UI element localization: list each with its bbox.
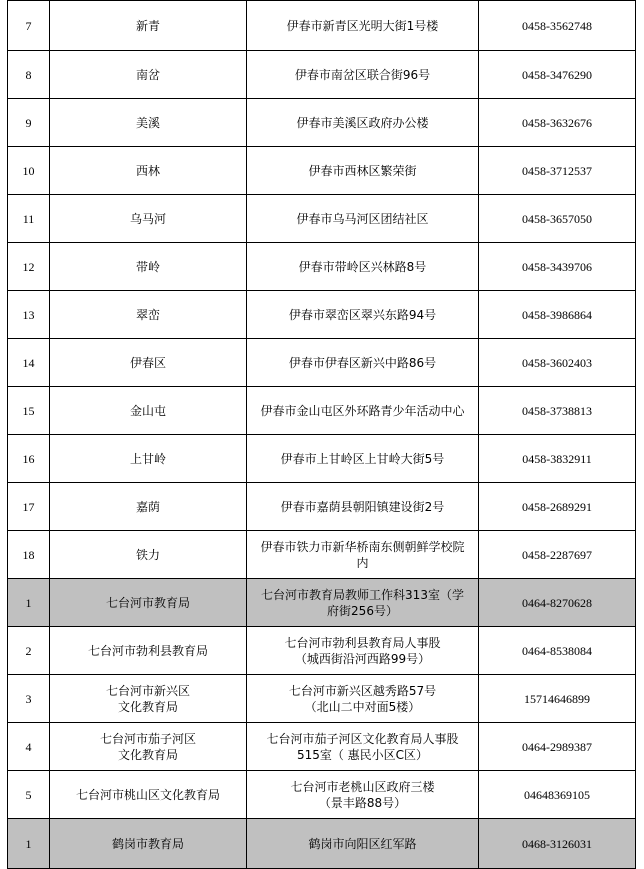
address-cell: 伊春市新青区光明大街1号楼 <box>247 1 479 51</box>
phone-cell: 0458-3439706 <box>479 243 636 291</box>
address-cell: 七台河市新兴区越秀路57号 （北山二中对面5楼） <box>247 675 479 723</box>
row-number-cell: 15 <box>8 387 50 435</box>
address-cell: 伊春市翠峦区翠兴东路94号 <box>247 291 479 339</box>
table-body <box>8 1 636 869</box>
row-number-cell: 5 <box>8 771 50 819</box>
unit-name-cell: 翠峦 <box>50 291 247 339</box>
unit-name-cell: 七台河市教育局 <box>50 579 247 627</box>
unit-name-cell: 金山屯 <box>50 387 247 435</box>
row-number-cell: 18 <box>8 531 50 579</box>
table-row <box>8 243 636 291</box>
unit-name-cell: 乌马河 <box>50 195 247 243</box>
address-cell: 伊春市带岭区兴林路8号 <box>247 243 479 291</box>
phone-cell: 0458-3476290 <box>479 51 636 99</box>
unit-name-cell: 新青 <box>50 1 247 51</box>
phone-cell: 0458-3602403 <box>479 339 636 387</box>
table-row <box>8 723 636 771</box>
row-number-cell: 1 <box>8 819 50 869</box>
unit-name-cell: 鹤岗市教育局 <box>50 819 247 869</box>
phone-cell: 0458-2287697 <box>479 531 636 579</box>
unit-name-cell: 西林 <box>50 147 247 195</box>
address-cell: 伊春市西林区繁荣街 <box>247 147 479 195</box>
contact-table <box>7 0 636 869</box>
table-row <box>8 435 636 483</box>
unit-name-cell: 上甘岭 <box>50 435 247 483</box>
row-number-cell: 11 <box>8 195 50 243</box>
table-row <box>8 291 636 339</box>
unit-name-cell: 美溪 <box>50 99 247 147</box>
phone-cell: 15714646899 <box>479 675 636 723</box>
address-cell: 伊春市美溪区政府办公楼 <box>247 99 479 147</box>
table-row <box>8 627 636 675</box>
phone-cell: 04648369105 <box>479 771 636 819</box>
table-row <box>8 1 636 51</box>
row-number-cell: 9 <box>8 99 50 147</box>
row-number-cell: 10 <box>8 147 50 195</box>
unit-name-cell: 嘉荫 <box>50 483 247 531</box>
table-row <box>8 531 636 579</box>
row-number-cell: 13 <box>8 291 50 339</box>
table-row <box>8 339 636 387</box>
address-cell: 七台河市教育局教师工作科313室（学 府街256号） <box>247 579 479 627</box>
address-cell: 伊春市南岔区联合街96号 <box>247 51 479 99</box>
row-number-cell: 4 <box>8 723 50 771</box>
unit-name-cell: 七台河市桃山区文化教育局 <box>50 771 247 819</box>
table-row <box>8 771 636 819</box>
phone-cell: 0458-3832911 <box>479 435 636 483</box>
unit-name-cell: 带岭 <box>50 243 247 291</box>
row-number-cell: 1 <box>8 579 50 627</box>
phone-cell: 0464-8538084 <box>479 627 636 675</box>
table-row <box>8 99 636 147</box>
phone-cell: 0458-2689291 <box>479 483 636 531</box>
phone-cell: 0458-3562748 <box>479 1 636 51</box>
address-cell: 伊春市铁力市新华桥南东侧朝鲜学校院 内 <box>247 531 479 579</box>
table-row <box>8 819 636 869</box>
row-number-cell: 17 <box>8 483 50 531</box>
address-cell: 七台河市老桃山区政府三楼 （景丰路88号） <box>247 771 479 819</box>
row-number-cell: 12 <box>8 243 50 291</box>
phone-cell: 0458-3657050 <box>479 195 636 243</box>
phone-cell: 0458-3712537 <box>479 147 636 195</box>
address-cell: 伊春市乌马河区团结社区 <box>247 195 479 243</box>
phone-cell: 0458-3632676 <box>479 99 636 147</box>
row-number-cell: 8 <box>8 51 50 99</box>
phone-cell: 0458-3986864 <box>479 291 636 339</box>
table-row <box>8 579 636 627</box>
address-cell: 伊春市上甘岭区上甘岭大街5号 <box>247 435 479 483</box>
table-row <box>8 195 636 243</box>
unit-name-cell: 南岔 <box>50 51 247 99</box>
phone-cell: 0458-3738813 <box>479 387 636 435</box>
address-cell: 伊春市嘉荫县朝阳镇建设街2号 <box>247 483 479 531</box>
row-number-cell: 16 <box>8 435 50 483</box>
unit-name-cell: 铁力 <box>50 531 247 579</box>
row-number-cell: 14 <box>8 339 50 387</box>
unit-name-cell: 伊春区 <box>50 339 247 387</box>
unit-name-cell: 七台河市茄子河区 文化教育局 <box>50 723 247 771</box>
address-cell: 七台河市勃利县教育局人事股 （城西街沿河西路99号） <box>247 627 479 675</box>
phone-cell: 0464-2989387 <box>479 723 636 771</box>
table-row <box>8 483 636 531</box>
phone-cell: 0468-3126031 <box>479 819 636 869</box>
phone-cell: 0464-8270628 <box>479 579 636 627</box>
address-cell: 鹤岗市向阳区红军路 <box>247 819 479 869</box>
row-number-cell: 7 <box>8 1 50 51</box>
unit-name-cell: 七台河市新兴区 文化教育局 <box>50 675 247 723</box>
table-row <box>8 675 636 723</box>
row-number-cell: 3 <box>8 675 50 723</box>
table-row <box>8 387 636 435</box>
table-row <box>8 51 636 99</box>
unit-name-cell: 七台河市勃利县教育局 <box>50 627 247 675</box>
address-cell: 伊春市金山屯区外环路青少年活动中心 <box>247 387 479 435</box>
row-number-cell: 2 <box>8 627 50 675</box>
table-row <box>8 147 636 195</box>
address-cell: 七台河市茄子河区文化教育局人事股 515室（ 惠民小区C区） <box>247 723 479 771</box>
address-cell: 伊春市伊春区新兴中路86号 <box>247 339 479 387</box>
